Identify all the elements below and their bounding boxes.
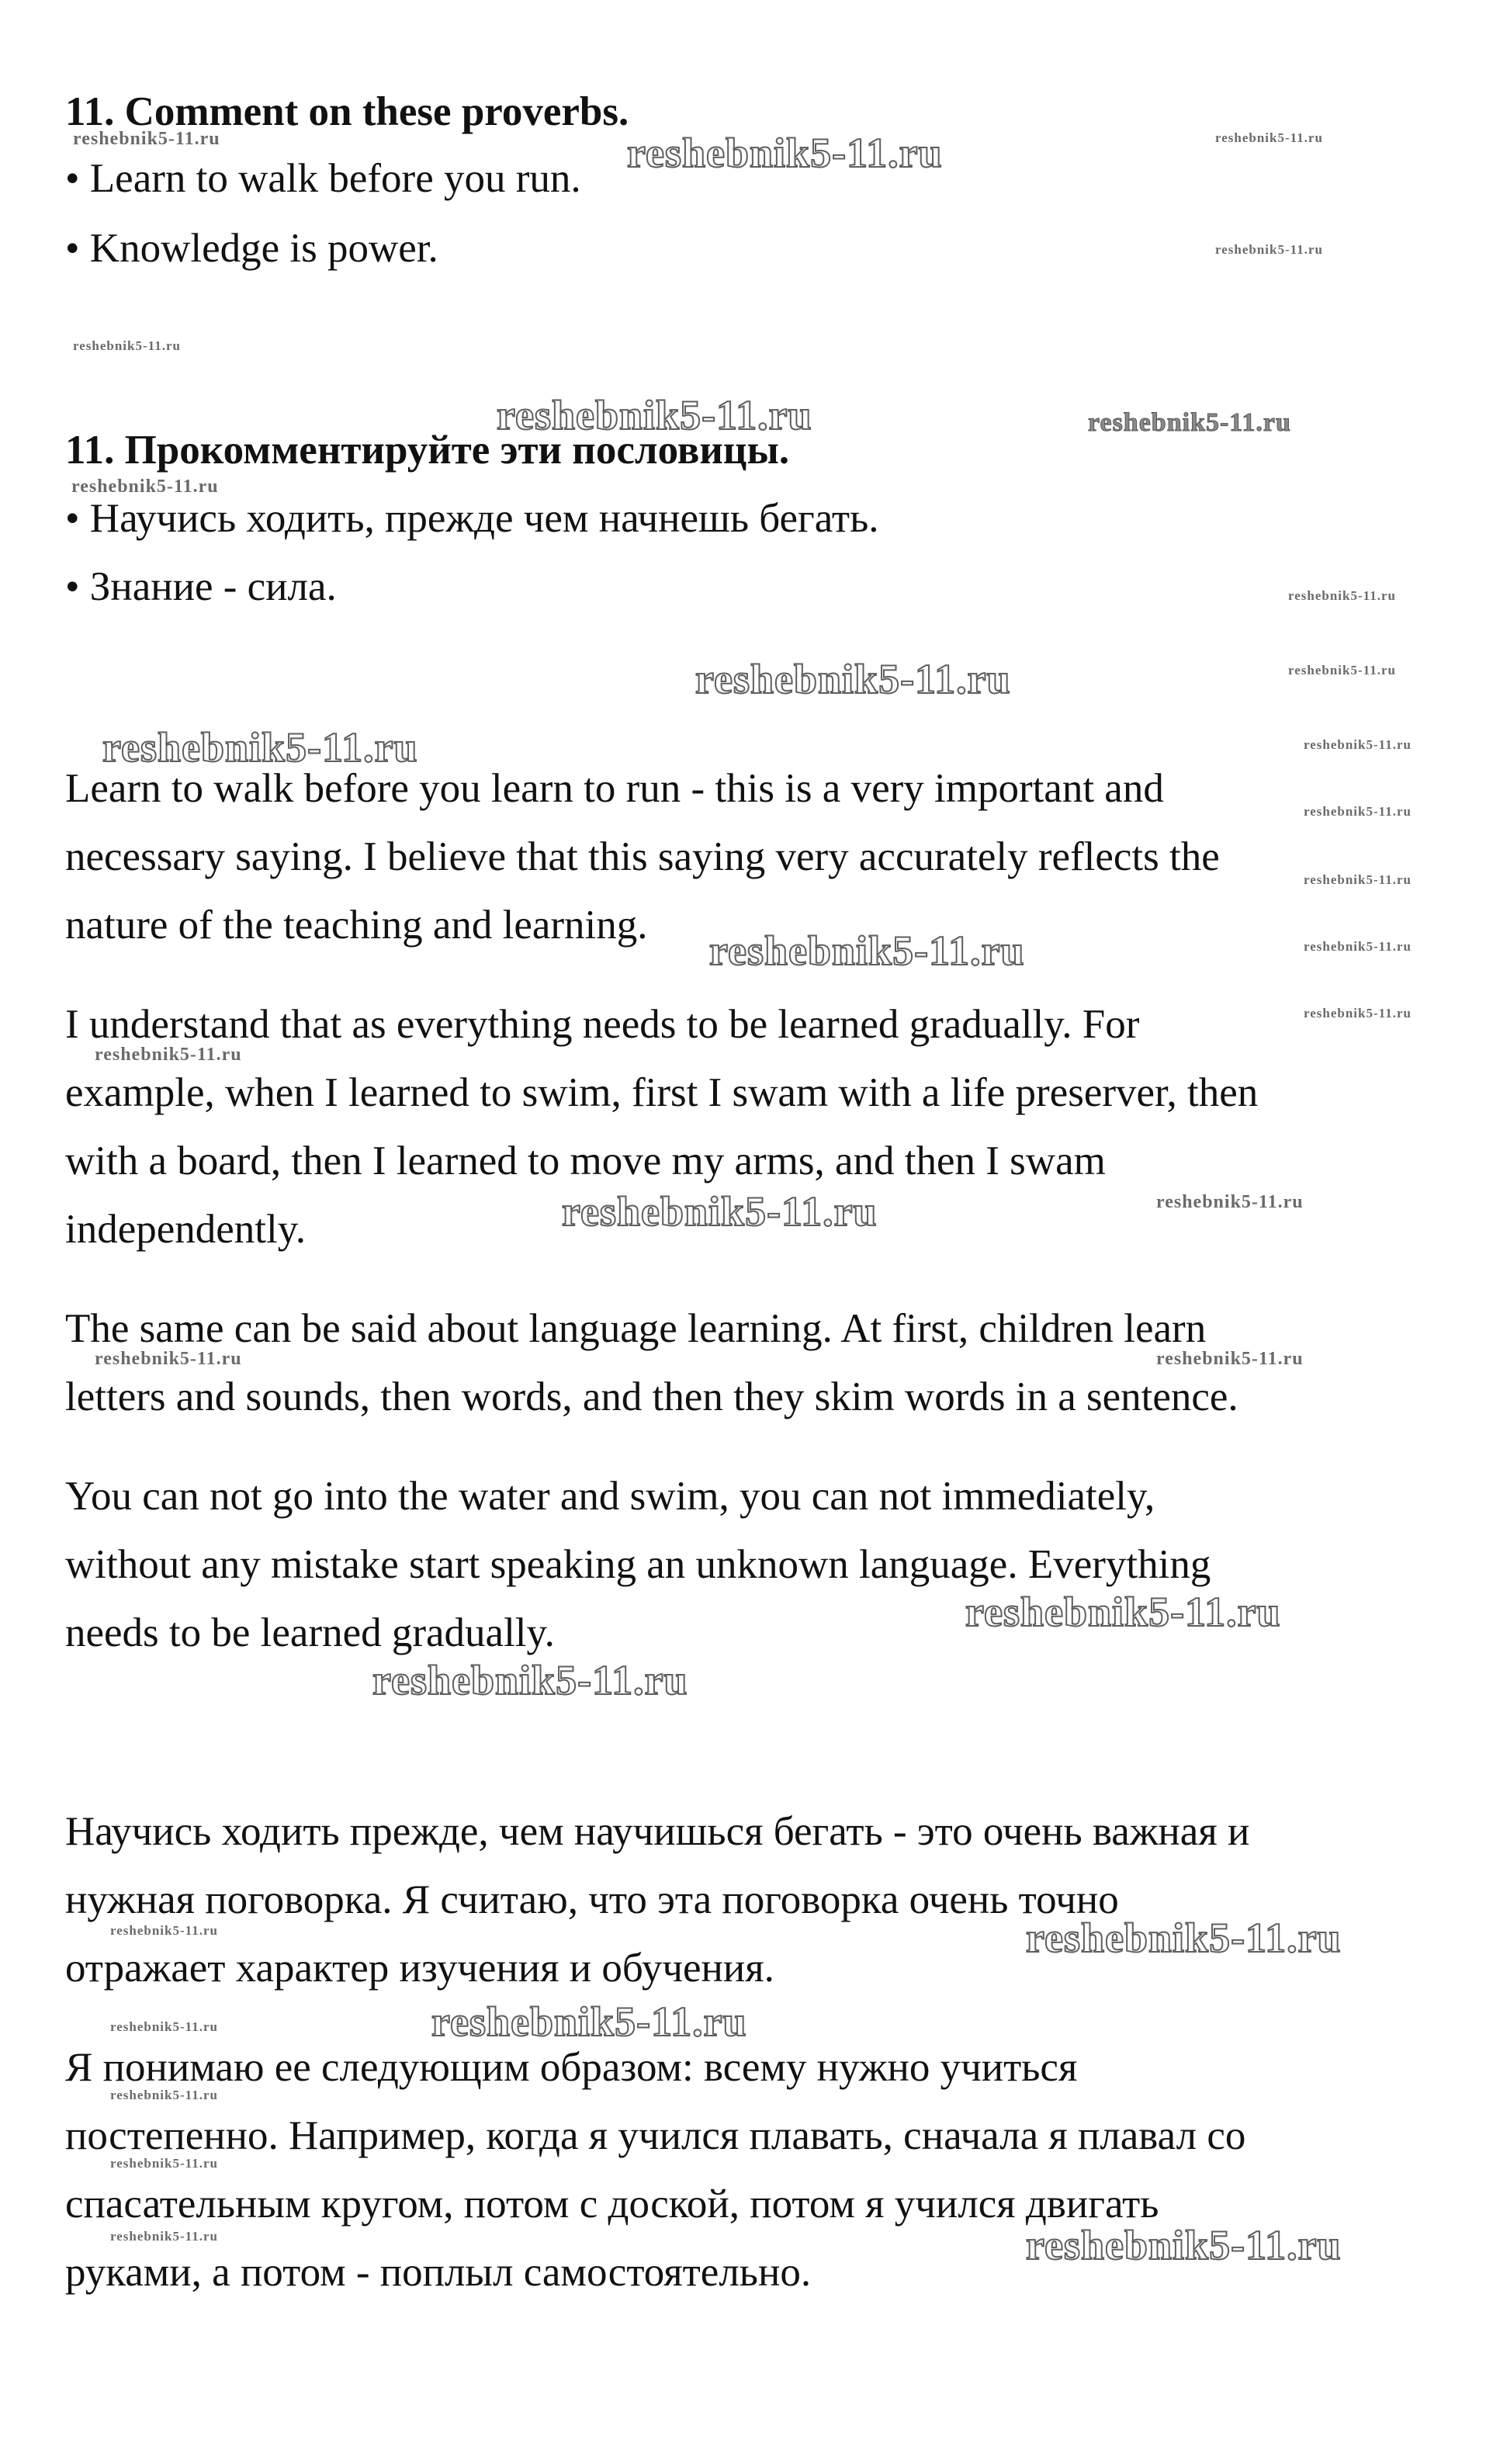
watermark: reshebnik5-11.ru bbox=[95, 1045, 242, 1065]
watermark: reshebnik5-11.ru bbox=[497, 392, 812, 438]
watermark: reshebnik5-11.ru bbox=[965, 1589, 1281, 1635]
russian-task-heading: 11. Прокомментируйте эти пословицы. bbox=[65, 428, 790, 473]
watermark: reshebnik5-11.ru bbox=[695, 656, 1011, 702]
english-answer-p4-line: needs to be learned gradually. bbox=[65, 1610, 555, 1655]
english-answer-p1-line: nature of the teaching and learning. bbox=[65, 903, 648, 948]
watermark: reshebnik5-11.ru bbox=[110, 2019, 218, 2034]
watermark: reshebnik5-11.ru bbox=[1304, 939, 1412, 954]
watermark: reshebnik5-11.ru bbox=[431, 1998, 747, 2045]
russian-answer-p2-line: спасательным кругом, потом с доской, потом я учился двигать bbox=[65, 2182, 1159, 2227]
russian-answer-p1-line: отражает характер изучения и обучения. bbox=[65, 1946, 774, 1991]
watermark: reshebnik5-11.ru bbox=[709, 927, 1025, 974]
watermark: reshebnik5-11.ru bbox=[1304, 872, 1412, 887]
russian-answer-p2-line: руками, а потом - поплыл самостоятельно. bbox=[65, 2250, 812, 2295]
watermark: reshebnik5-11.ru bbox=[102, 724, 418, 771]
russian-answer-p1-line: Научись ходить прежде, чем научишься бегать - это очень важная и bbox=[65, 1809, 1250, 1854]
english-answer-p4-line: You can not go into the water and swim, you can not immediately, bbox=[65, 1474, 1155, 1519]
watermark: reshebnik5-11.ru bbox=[110, 1923, 218, 1938]
watermark: reshebnik5-11.ru bbox=[73, 338, 181, 353]
watermark: reshebnik5-11.ru bbox=[1288, 588, 1396, 603]
english-proverb-2: • Knowledge is power. bbox=[65, 226, 438, 271]
watermark: reshebnik5-11.ru bbox=[1156, 1192, 1304, 1212]
watermark: reshebnik5-11.ru bbox=[110, 2088, 218, 2102]
english-answer-p2-line: independently. bbox=[65, 1207, 307, 1252]
watermark: reshebnik5-11.ru bbox=[1026, 1915, 1342, 1961]
watermark: reshebnik5-11.ru bbox=[71, 477, 219, 497]
watermark: reshebnik5-11.ru bbox=[372, 1657, 688, 1703]
watermark: reshebnik5-11.ru bbox=[1026, 2222, 1342, 2268]
watermark: reshebnik5-11.ru bbox=[562, 1188, 878, 1235]
russian-answer-p2-line: Я понимаю ее следующим образом: всему нужно учиться bbox=[65, 2045, 1078, 2090]
russian-proverb-2: • Знание - сила. bbox=[65, 564, 337, 609]
watermark: reshebnik5-11.ru bbox=[1304, 1006, 1412, 1021]
watermark: reshebnik5-11.ru bbox=[1156, 1349, 1304, 1369]
russian-answer-p2-line: постепенно. Например, когда я учился плавать, сначала я плавал со bbox=[65, 2113, 1246, 2158]
english-answer-p1-line: necessary saying. I believe that this saying very accurately reflects the bbox=[65, 834, 1220, 879]
english-answer-p2-line: I understand that as everything needs to be learned gradually. For bbox=[65, 1002, 1140, 1047]
russian-proverb-1: • Научись ходить, прежде чем начнешь бегать. bbox=[65, 496, 879, 541]
watermark: reshebnik5-11.ru bbox=[110, 2229, 218, 2244]
russian-answer-p1-line: нужная поговорка. Я считаю, что эта поговорка очень точно bbox=[65, 1877, 1119, 1922]
english-answer-p4-line: without any mistake start speaking an unknown language. Everything bbox=[65, 1542, 1211, 1587]
english-answer-p2-line: example, when I learned to swim, first I swam with a life preserver, then bbox=[65, 1070, 1259, 1115]
watermark: reshebnik5-11.ru bbox=[1088, 408, 1291, 437]
english-task-heading: 11. Comment on these proverbs. bbox=[65, 89, 629, 134]
english-answer-p3-line: letters and sounds, then words, and then they skim words in a sentence. bbox=[65, 1374, 1238, 1419]
english-answer-p1-line: Learn to walk before you learn to run - this is a very important and bbox=[65, 766, 1164, 811]
watermark: reshebnik5-11.ru bbox=[627, 130, 943, 176]
english-proverb-1: • Learn to walk before you run. bbox=[65, 156, 581, 201]
watermark: reshebnik5-11.ru bbox=[95, 1349, 242, 1369]
watermark: reshebnik5-11.ru bbox=[110, 2156, 218, 2171]
watermark: reshebnik5-11.ru bbox=[1304, 804, 1412, 819]
watermark: reshebnik5-11.ru bbox=[1215, 242, 1323, 257]
watermark: reshebnik5-11.ru bbox=[1215, 130, 1323, 145]
watermark: reshebnik5-11.ru bbox=[1304, 737, 1412, 752]
english-answer-p3-line: The same can be said about language learning. At first, children learn bbox=[65, 1306, 1207, 1351]
watermark: reshebnik5-11.ru bbox=[73, 129, 220, 149]
english-answer-p2-line: with a board, then I learned to move my arms, and then I swam bbox=[65, 1138, 1106, 1183]
watermark: reshebnik5-11.ru bbox=[1288, 663, 1396, 678]
